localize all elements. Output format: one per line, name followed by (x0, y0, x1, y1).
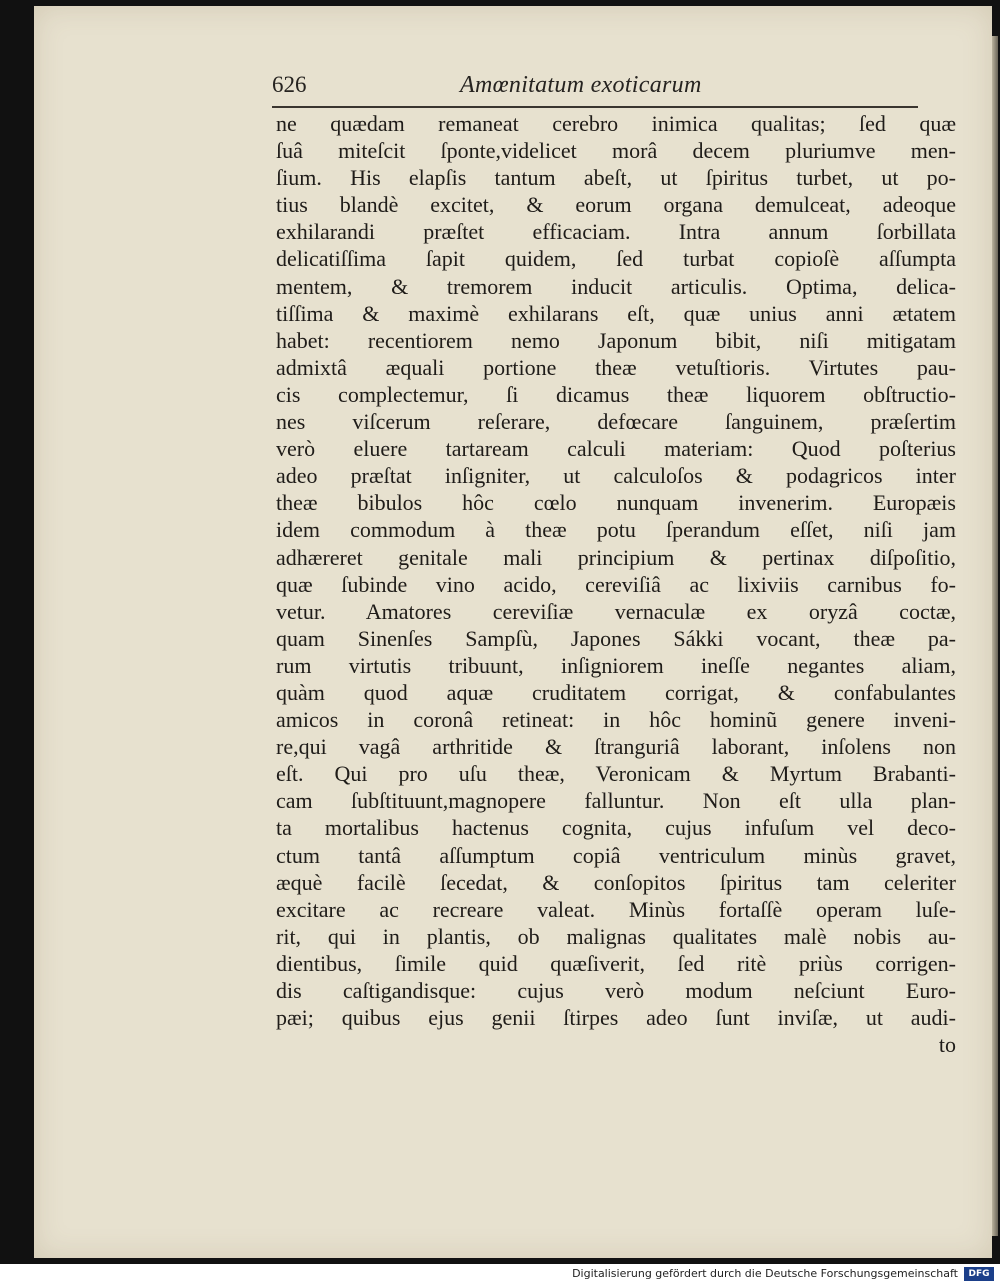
page-number: 626 (272, 72, 307, 97)
text-line: vetur. Amatores cereviſiæ vernaculæ ex oryzâ coctæ, (276, 598, 956, 624)
text-line: nes viſcerum reſerare, defœcare ſanguinem, præſertim (276, 409, 956, 435)
text-line: ctum tantâ aſſumptum copiâ ventriculum minùs gravet, (276, 842, 956, 868)
text-line: idem commodum à theæ potu ſperandum eſſet, niſi jam (276, 517, 956, 543)
dfg-logo[interactable]: DFG (964, 1267, 994, 1281)
footer-bar (0, 1264, 1000, 1285)
text-line: cam ſubſtituunt,magnopere falluntur. Non eſt ulla plan- (276, 788, 956, 814)
text-line: eſt. Qui pro uſu theæ, Veronicam & Myrtum Brabanti- (276, 761, 956, 787)
text-line: pæi; quibus ejus genii ſtirpes adeo ſunt inviſæ, ut audi- (276, 1005, 956, 1031)
text-line: admixtâ æquali portione theæ vetuſtioris. Virtutes pau- (276, 354, 956, 380)
text-line: mentem, & tremorem inducit articulis. Optima, delica- (276, 273, 956, 299)
text-line: quam Sinenſes Sampſù, Japones Sákki vocant, theæ pa- (276, 625, 956, 651)
text-line: quàm quod aquæ cruditatem corrigat, & confabulantes (276, 679, 956, 705)
text-line: cis complectemur, ſi dicamus theæ liquorem obſtructio- (276, 381, 956, 407)
running-title: Amœnitatum exoticarum (460, 72, 702, 98)
text-line: theæ bibulos hôc cœlo nunquam invenerim. Europæis (276, 490, 956, 516)
body-text (276, 110, 956, 1058)
text-line: tius blandè excitet, & eorum organa demulceat, adeoque (276, 192, 956, 218)
text-line: dientibus, ſimile quid quæſiverit, ſed ritè priùs corrigen- (276, 950, 956, 976)
page-edge (992, 36, 998, 1236)
text-line: verò eluere tartaream calculi materiam: Quod poſterius (276, 436, 956, 462)
text-line: rit, qui in plantis, ob malignas qualitates malè nobis au- (276, 923, 956, 949)
text-line: tiſſima & maximè exhilarans eſt, quæ unius anni ætatem (276, 300, 956, 326)
page-header (272, 72, 922, 106)
text-line: ſuâ miteſcit ſponte,videlicet morâ decem pluriumve men- (276, 138, 956, 164)
text-line: habet: recentiorem nemo Japonum bibit, niſi mitigatam (276, 327, 956, 353)
text-line: delicatiſſima ſapit quidem, ſed turbat copioſè aſſumpta (276, 246, 956, 272)
text-line: excitare ac recreare valeat. Minùs fortaſſè operam luſe- (276, 896, 956, 922)
text-line: quæ ſubinde vino acido, cereviſiâ ac lixiviis carnibus fo- (276, 571, 956, 597)
catchword: to (938, 1032, 956, 1058)
text-line: amicos in coronâ retineat: in hôc hominũ genere inveni- (276, 707, 956, 733)
text-line: dis caſtigandisque: cujus verò modum neſciunt Euro- (276, 978, 956, 1003)
text-line: ne quædam remaneat cerebro inimica qualitas; ſed quæ (276, 111, 956, 136)
header-rule (272, 106, 918, 108)
text-line: adhæreret genitale mali principium & pertinax diſpoſitio, (276, 544, 956, 570)
text-line: ta mortalibus hactenus cognita, cujus infuſum vel deco- (276, 815, 956, 841)
text-line: ſium. His elapſis tantum abeſt, ut ſpiritus turbet, ut po- (276, 165, 956, 191)
text-line: rum virtutis tribuunt, inſigniorem ineſſe negantes aliam, (276, 652, 956, 678)
text-line: adeo præſtat inſigniter, ut calculoſos & podagricos inter (276, 463, 956, 489)
text-line: æquè facilè ſecedat, & conſopitos ſpiritus tam celeriter (276, 869, 956, 895)
funding-note: Digitalisierung gefördert durch die Deutsche Forschungsgemeinschaft (572, 1267, 958, 1280)
text-line: exhilarandi præſtet efficaciam. Intra annum ſorbillata (276, 219, 956, 245)
text-line: re,qui vagâ arthritide & ſtranguriâ laborant, inſolens non (276, 734, 956, 760)
